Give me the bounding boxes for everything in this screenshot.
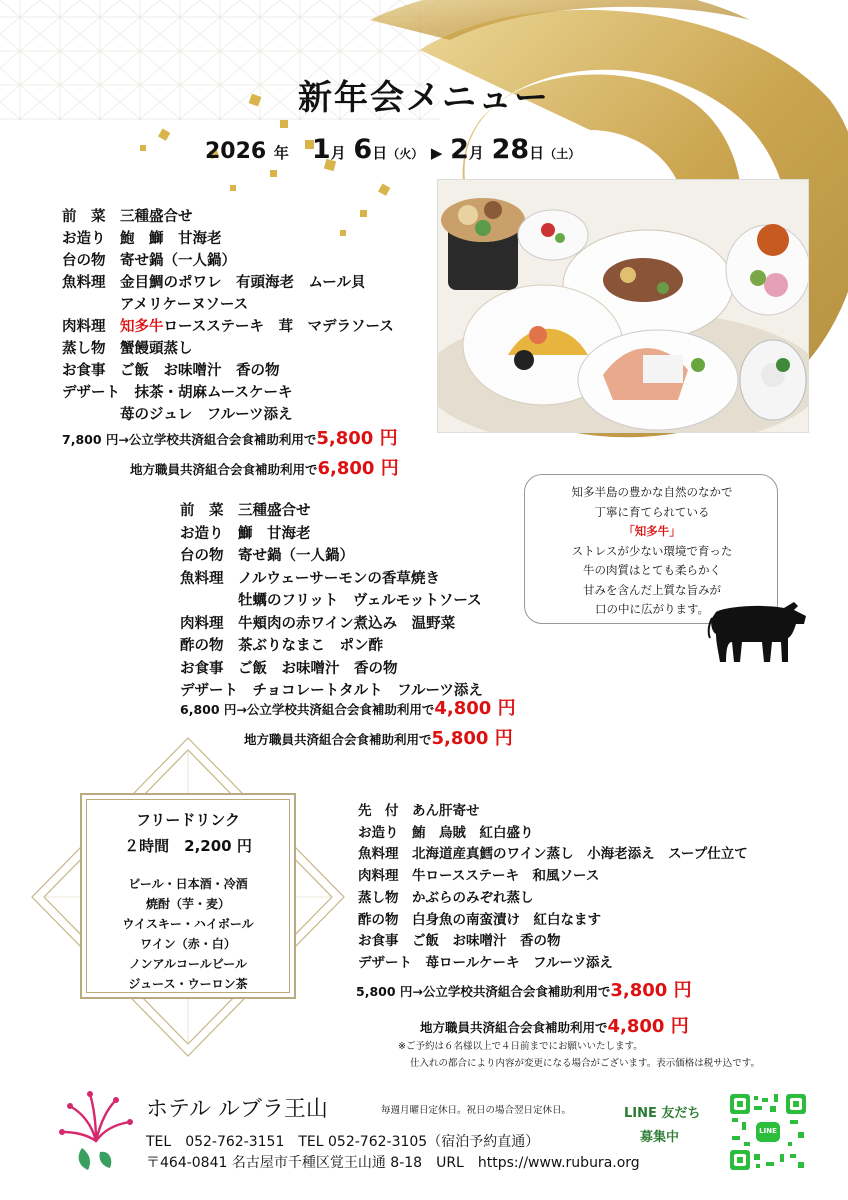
menu-item: お食事 ご飯 お味噌汁 香の物 [62, 363, 280, 379]
menu-item: お食事 ご飯 お味噌汁 香の物 [180, 660, 398, 677]
drink-item: ジュース・ウーロン茶 [128, 977, 248, 991]
bubble-line: 口の中に広がります。 [594, 602, 710, 616]
year: 2026 [205, 139, 267, 164]
price-text: 地方職員共済組合会食補助利用で [244, 732, 432, 747]
price-text: 6,800 円→公立学校共済組合会食補助利用で [180, 702, 435, 717]
bubble-line: 丁寧に育てられている [594, 504, 710, 519]
menu-item: 苺のジュレ フルーツ添え [62, 407, 293, 423]
menu-item-meat [62, 316, 394, 338]
hotel-logo [56, 1086, 136, 1176]
price-public-school [180, 694, 516, 720]
cow-icon [706, 598, 810, 664]
menu-item: 蒸し物 蟹饅頭蒸し [62, 341, 193, 357]
menu-item: デザート 苺ロールケーキ フルーツ添え [358, 954, 613, 971]
menu-item: 台の物 寄せ鍋（一人鍋） [62, 253, 236, 269]
price-note: 仕入れの都合により内容が変更になる場合がございます。表示価格は税サ込です。 [410, 1058, 760, 1069]
reservation-note: ※ご予約は６名様以上で４日前までにお願いいたします。 [398, 1041, 643, 1052]
menu-item: 魚料理 ノルウェーサーモンの香草焼き [180, 570, 440, 587]
discount-price: 6,800 円 [317, 458, 399, 479]
menu-item: お造り 鰤 甘海老 [180, 525, 311, 542]
end-month-unit: 月 [468, 144, 484, 162]
bubble-line: 知多半島の豊かな自然のなかで [571, 485, 733, 499]
telephone-info: TEL 052-762-3151 TEL 052-762-3105（宿泊予約直通） [146, 1134, 540, 1150]
free-drink-box [80, 793, 296, 999]
price-text: 地方職員共済組合会食補助利用で [130, 462, 318, 477]
end-day-unit: 日 [529, 144, 545, 162]
qr-line-label: LINE [759, 1127, 777, 1135]
discount-price: 4,800 円 [434, 698, 516, 719]
page-title: 新年会メニュー [298, 78, 550, 118]
menu-item: 酢の物 白身魚の南蛮漬け 紅白なます [358, 911, 601, 928]
menu-item: アメリケーヌソース [62, 297, 249, 313]
day-unit: 日 [372, 144, 388, 162]
start-month: 1 [311, 134, 331, 165]
price-text: 7,800 円→公立学校共済組合会食補助利用で [62, 432, 317, 447]
menu-item: 蒸し物 かぶらのみぞれ蒸し [358, 889, 534, 906]
menu-item: デザート チョコレートタルト フルーツ添え [180, 683, 483, 699]
meat-description: ロースステーキ 茸 マデラソース [163, 319, 394, 335]
menu-item: お造り 鮑 鰤 甘海老 [62, 231, 222, 247]
price-local-gov [420, 1012, 689, 1038]
meat-category: 肉料理 [62, 319, 120, 335]
bubble-line: 甘みを含んだ上質な旨みが [583, 582, 721, 597]
address-url: 〒464-0841 名古屋市千種区覚王山通 8-18 URL https://www.rubura.org [146, 1155, 640, 1171]
line-recruit-label: 募集中 [640, 1130, 680, 1145]
price-text: 5,800 円→公立学校共済組合会食補助利用で [356, 984, 611, 999]
menu-item: 台の物 寄せ鍋（一人鍋） [180, 548, 354, 564]
menu-item: 魚料理 金目鯛のポワレ 有頭海老 ムール貝 [62, 275, 366, 291]
line-friends-label: LINE 友だち [624, 1106, 701, 1121]
menu-item: お造り 鮪 烏賊 紅白盛り [358, 824, 534, 841]
drink-item: ワイン（赤・白） [140, 937, 236, 951]
event-dates [205, 134, 580, 165]
start-day: 6 [353, 134, 373, 165]
month-unit: 月 [330, 144, 346, 162]
discount-price: 4,800 円 [607, 1016, 689, 1037]
menu-item: 肉料理 牛頬肉の赤ワイン煮込み 温野菜 [180, 615, 456, 632]
holiday-info: 毎週月曜日定休日。祝日の場合翌日定休日。 [381, 1105, 572, 1116]
free-drink-title: フリードリンク [135, 811, 241, 829]
bubble-line: 牛の肉質はとても柔らかく [583, 563, 721, 577]
drink-item: ノンアルコールビール [128, 957, 248, 971]
price-public-school [356, 976, 692, 1002]
free-drink-price: ２時間 2,200 円 [124, 837, 252, 855]
drink-item: ビール・日本酒・冷酒 [128, 877, 248, 891]
hotel-name: ホテル ルブラ王山 [146, 1097, 328, 1122]
price-public-school [62, 424, 398, 450]
food-photo [438, 180, 808, 432]
arrow-icon: ▶ [430, 144, 443, 162]
bubble-line: ストレスが少ない環境で育った [571, 543, 733, 558]
menu-item: 魚料理 北海道産真鱈のワイン蒸し 小海老添え スープ仕立て [358, 846, 748, 863]
discount-price: 5,800 円 [431, 728, 513, 749]
discount-price: 3,800 円 [610, 980, 692, 1001]
drink-item: 焼酎（芋・麦） [145, 897, 230, 911]
menu-item: 前 菜 三種盛合せ [180, 503, 311, 519]
end-weekday: （土） [544, 147, 581, 161]
drink-item: ウイスキー・ハイボール [122, 917, 254, 931]
year-unit: 年 [273, 144, 289, 162]
menu-item: 肉料理 牛ロースステーキ 和風ソース [358, 868, 600, 885]
menu-item: 酢の物 茶ぶりなまこ ポン酢 [180, 638, 383, 654]
menu-item: 牡蠣のフリット ヴェルモットソース [180, 593, 482, 609]
price-text: 地方職員共済組合会食補助利用で [420, 1020, 608, 1035]
discount-price: 5,800 円 [316, 428, 398, 449]
menu-item: 先 付 あん肝寄せ [358, 803, 480, 819]
bubble-brand: 「知多牛」 [623, 524, 681, 538]
chita-beef-label: 知多牛 [120, 319, 164, 335]
start-weekday: （火） [387, 147, 424, 161]
end-month: 2 [450, 134, 469, 165]
price-local-gov [130, 454, 399, 480]
menu-item: 前 菜 三種盛合せ [62, 209, 193, 225]
menu-item: デザート 抹茶・胡麻ムースケーキ [62, 385, 293, 401]
line-qr-code[interactable] [728, 1092, 808, 1172]
menu-item: お食事 ご飯 お味噌汁 香の物 [358, 933, 561, 950]
end-day: 28 [491, 134, 530, 165]
